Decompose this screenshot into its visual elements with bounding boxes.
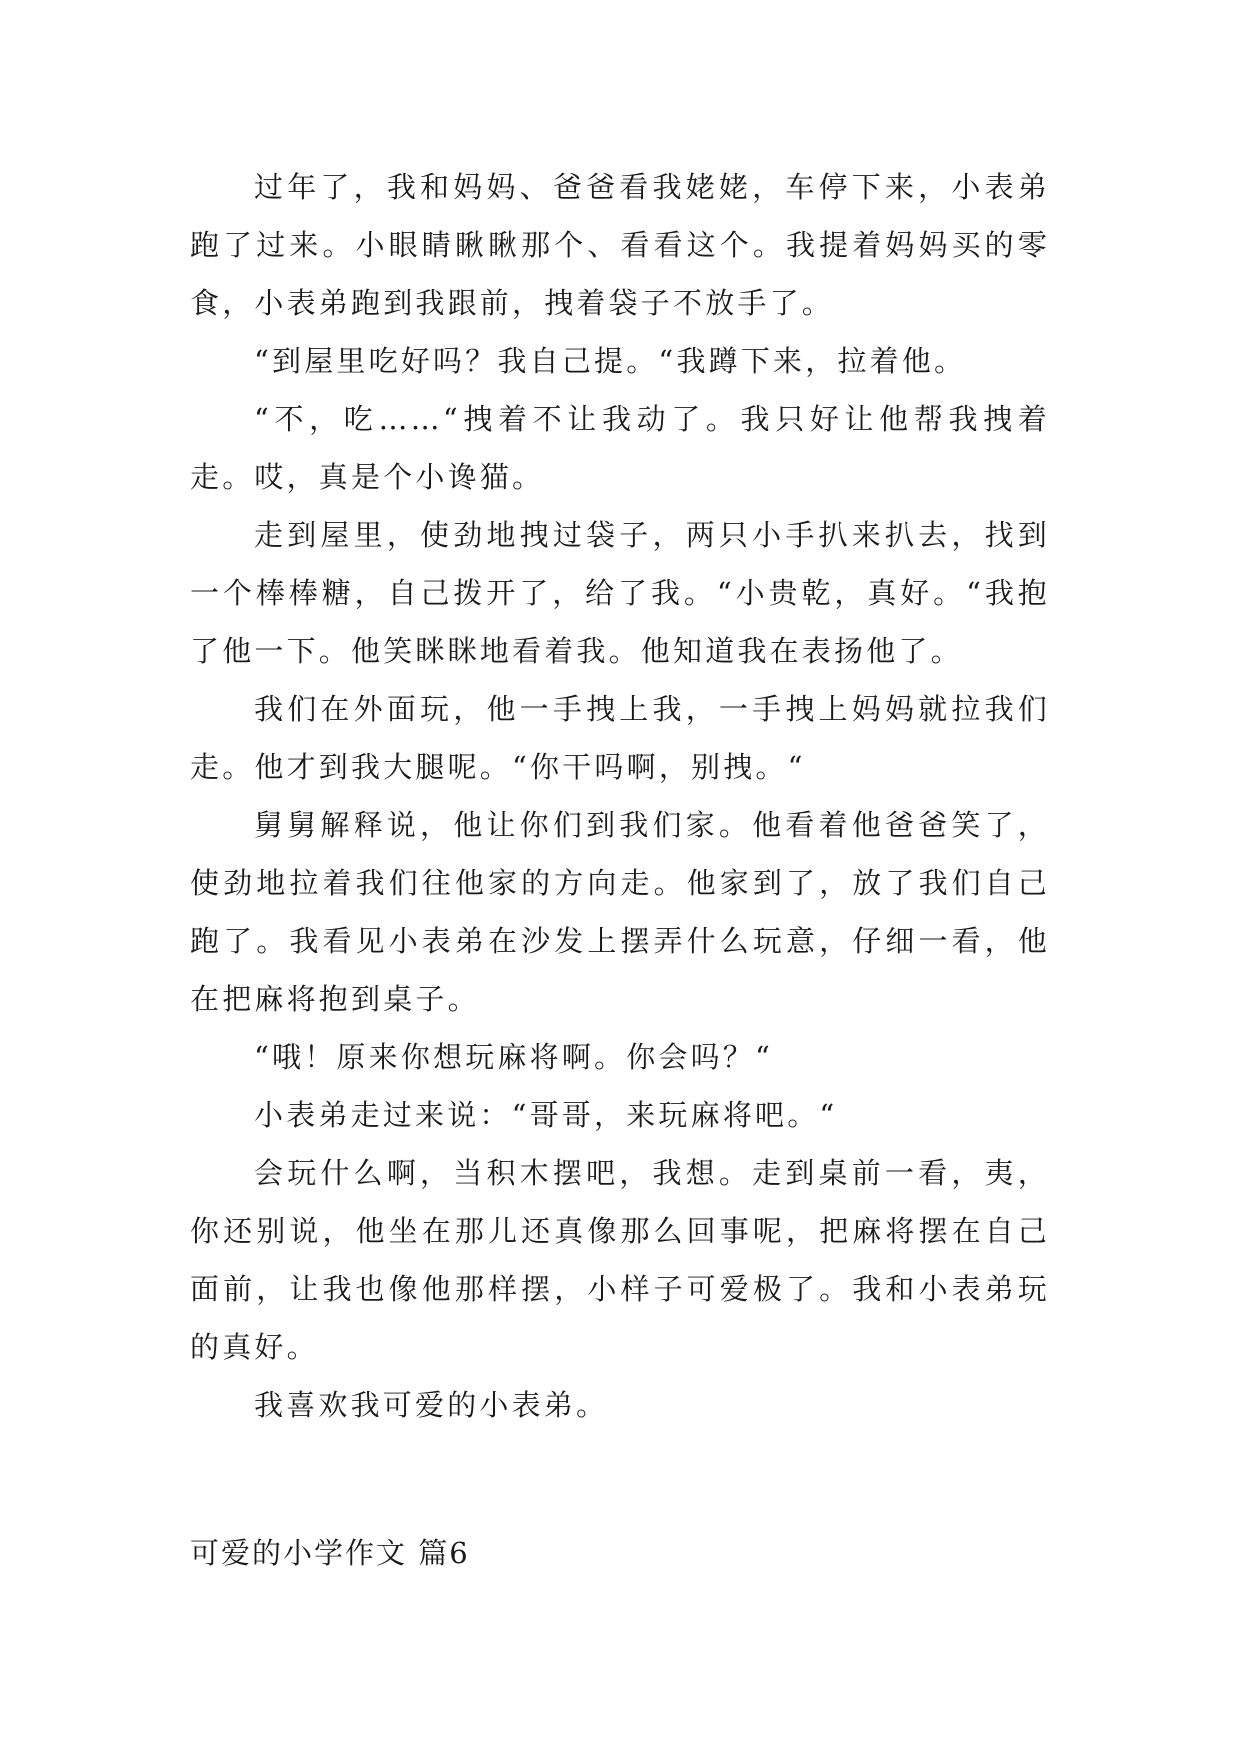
paragraph: 会玩什么啊，当积木摆吧，我想。走到桌前一看，夷，你还别说，他坐在那儿还真像那么回事呢，把麻将摆在自己面前，让我也像他那样摆，小样子可爱极了。我和小表弟玩的真好。 [190,1156,1050,1364]
paragraph: 舅舅解释说，他让你们到我们家。他看着他爸爸笑了，使劲地拉着我们往他家的方向走。他家到了，放了我们自己跑了。我看见小表弟在沙发上摆弄什么玩意，仔细一看，他在把麻将抱到桌子。 [190,808,1050,1016]
paragraph: “到屋里吃好吗？我自己提。“我蹲下来，拉着他。 [254,344,967,378]
paragraph: 我喜欢我可爱的小表弟。 [254,1388,609,1422]
paragraph: “哦！原来你想玩麻将啊。你会吗？“ [254,1040,774,1074]
paragraph: 走到屋里，使劲地拽过袋子，两只小手扒来扒去，找到一个棒棒糖，自己拨开了，给了我。“小贵乾，真好。“我抱了他一下。他笑眯眯地看着我。他知道我在表扬他了。 [190,518,1050,668]
paragraph: 我们在外面玩，他一手拽上我，一手拽上妈妈就拉我们走。他才到我大腿呢。“你干吗啊，别拽。“ [190,692,1050,784]
paragraph: 小表弟走过来说：“哥哥，来玩麻将吧。“ [254,1098,838,1132]
section-heading: 可爱的小学作文 篇6 [190,1536,470,1570]
paragraph: “不，吃……“拽着不让我动了。我只好让他帮我拽着走。哎，真是个小谗猫。 [190,402,1050,494]
essay-body [190,158,1050,1582]
paragraph: 过年了，我和妈妈、爸爸看我姥姥，车停下来，小表弟跑了过来。小眼睛瞅瞅那个、看看这个。我提着妈妈买的零食，小表弟跑到我跟前，拽着袋子不放手了。 [190,170,1050,320]
